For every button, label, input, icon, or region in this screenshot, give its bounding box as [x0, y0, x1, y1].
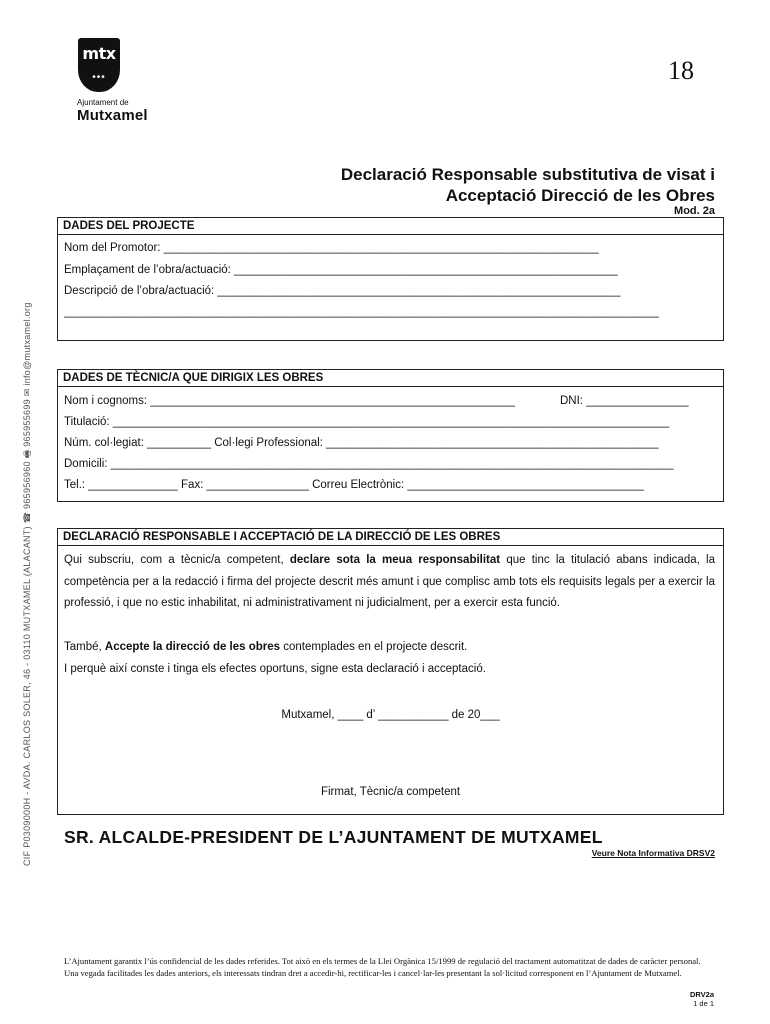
- sidebar-contact-info: CIF P0309000H - AVDA. CARLOS SOLER, 46 - 03110 MUTXAMEL (ALACANT) ☎ 965956960 🖷 965955699 ✉ info@mutxamel.org: [22, 302, 32, 866]
- info-note-link[interactable]: Veure Nota Informativa DRSV2: [591, 848, 715, 858]
- qualification-field[interactable]: Titulació: _______________________________________________________________________________________: [64, 416, 670, 428]
- declaration-text: que tinc la titulació abans indicada, la competència per a la redacció i firma del projecte descrit més amunt i que complisc amb tots els requisits legals per a exercir la professió, i que no estic inhabilitat, ni administrativament ni judicialment, per a exercir esta funció.: [64, 554, 715, 609]
- document-title: [341, 164, 715, 206]
- promoter-field[interactable]: Nom del Promotor: ____________________________________________________________________: [64, 242, 599, 254]
- addressee-heading: SR. ALCALDE-PRESIDENT DE L’AJUNTAMENT DE MUTXAMEL: [64, 827, 603, 847]
- title-line-1: Declaració Responsable substitutiva de visat i: [340, 165, 715, 184]
- section-heading: DADES DE TÈCNIC/A QUE DIRIGIX LES OBRES: [58, 370, 723, 387]
- acceptance-text: contemplades en el projecte descrit.: [280, 641, 468, 653]
- acceptance-paragraph: [64, 637, 715, 659]
- closing-paragraph: I perquè així conste i tinga els efectes oportuns, signe esta declaració i acceptació.: [64, 663, 486, 675]
- address-field[interactable]: Domicili: ________________________________________________________________________________________: [64, 458, 674, 470]
- logo-dots: •••: [92, 72, 106, 83]
- title-line-2: Acceptació Direcció de les Obres: [445, 186, 715, 205]
- location-field[interactable]: Emplaçament de l’obra/actuació: ____________________________________________________________: [64, 264, 618, 276]
- declaration-text: Qui subscriu, com a tècnic/a competent,: [64, 554, 290, 566]
- section-project-data: [57, 217, 724, 341]
- municipal-logo: [78, 38, 120, 92]
- declaration-paragraph: [64, 550, 715, 615]
- acceptance-emphasis: Accepte la direcció de les obres: [104, 641, 281, 653]
- signature-label: Firmat, Tècnic/a competent: [320, 786, 461, 798]
- model-code: Mod. 2a: [674, 205, 715, 217]
- document-code: DRV2a: [689, 990, 714, 999]
- name-field[interactable]: Nom i cognoms: _________________________________________________________: [64, 395, 515, 407]
- logo-subtitle: Ajuntament de: [77, 98, 129, 107]
- logo-text: mtx: [82, 44, 116, 63]
- page-count: 1 de 1: [693, 999, 714, 1008]
- description-extra-line[interactable]: _____________________________________________________________________________________________: [64, 306, 659, 318]
- declaration-emphasis: declare sota la meua responsabilitat: [289, 554, 501, 566]
- contact-fields[interactable]: Tel.: ______________ Fax: ________________ Correu Electrònic: _____________________________________: [64, 479, 644, 491]
- section-heading: DECLARACIÓ RESPONSABLE I ACCEPTACIÓ DE LA DIRECCIÓ DE LES OBRES: [58, 529, 723, 546]
- section-declaration: [57, 528, 724, 815]
- membership-field[interactable]: Núm. col·legiat: __________ Col·legi Professional: ____________________________________________________: [64, 437, 659, 449]
- dni-field[interactable]: DNI: ________________: [560, 395, 689, 407]
- page-number: 18: [668, 56, 694, 85]
- legal-footer: L’Ajuntament garantix l’ús confidencial de les dades referides. Tot això en els termes de la Llei Orgànica 15/1999 de regulació del tractament automatitzat de dades de caràcter personal. Una vegada facilitades les dades anteriors, els interessats tindran dret a accedir-hi, rectificar-les i cancel·lar-les presentant la sol·licitud corresponent en l’Ajuntament de Mutxamel.: [64, 956, 701, 978]
- section-technician-data: [57, 369, 724, 502]
- place-date-field[interactable]: Mutxamel, ____ d’ ___________ de 20___: [281, 709, 500, 721]
- section-heading: DADES DEL PROJECTE: [58, 218, 723, 235]
- logo-name: Mutxamel: [77, 107, 148, 124]
- acceptance-text: També,: [64, 641, 105, 653]
- description-field[interactable]: Descripció de l’obra/actuació: _______________________________________________________________: [64, 285, 621, 297]
